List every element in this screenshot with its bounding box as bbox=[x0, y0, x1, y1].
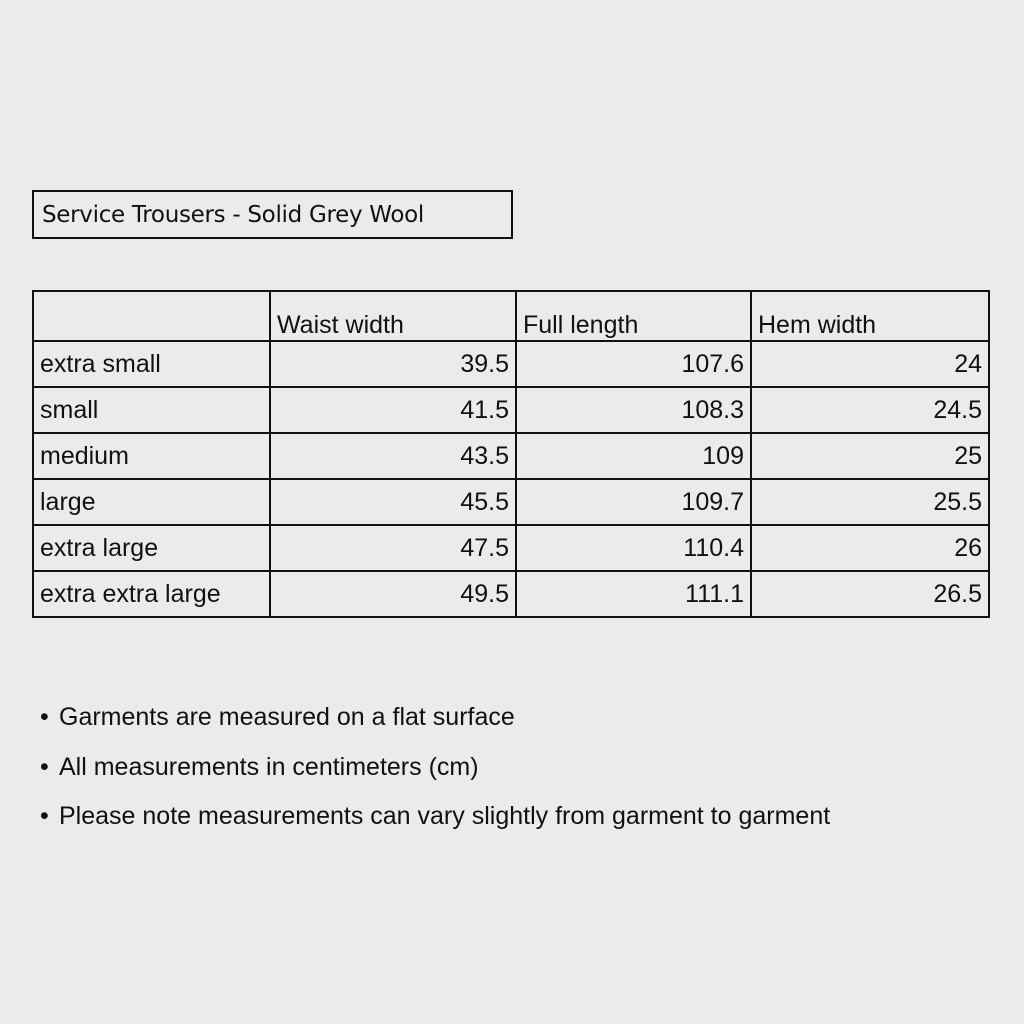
table-row bbox=[33, 571, 989, 617]
hem-value: 24 bbox=[751, 341, 989, 387]
waist-value: 45.5 bbox=[270, 479, 516, 525]
size-table bbox=[32, 290, 990, 618]
product-title: Service Trousers - Solid Grey Wool bbox=[32, 190, 513, 239]
table-row bbox=[33, 525, 989, 571]
length-value: 109.7 bbox=[516, 479, 751, 525]
size-label: medium bbox=[33, 433, 270, 479]
table-row bbox=[33, 387, 989, 433]
size-label: extra extra large bbox=[33, 571, 270, 617]
length-value: 111.1 bbox=[516, 571, 751, 617]
waist-value: 47.5 bbox=[270, 525, 516, 571]
table-row bbox=[33, 433, 989, 479]
waist-value: 41.5 bbox=[270, 387, 516, 433]
list-item bbox=[40, 747, 830, 797]
list-item bbox=[40, 796, 830, 846]
bullet-icon: • bbox=[40, 703, 49, 731]
table-row bbox=[33, 479, 989, 525]
bullet-icon: • bbox=[40, 752, 49, 781]
header-hem-width: Hem width bbox=[751, 291, 989, 341]
table-header-row bbox=[33, 291, 989, 341]
measurement-notes bbox=[40, 697, 830, 846]
hem-value: 25.5 bbox=[751, 479, 989, 525]
hem-value: 26 bbox=[751, 525, 989, 571]
waist-value: 43.5 bbox=[270, 433, 516, 479]
note-text: Garments are measured on a flat surface bbox=[59, 703, 515, 731]
waist-value: 49.5 bbox=[270, 571, 516, 617]
length-value: 110.4 bbox=[516, 525, 751, 571]
size-label: large bbox=[33, 479, 270, 525]
length-value: 109 bbox=[516, 433, 751, 479]
size-label: extra large bbox=[33, 525, 270, 571]
length-value: 107.6 bbox=[516, 341, 751, 387]
bullet-icon: • bbox=[40, 802, 49, 830]
length-value: 108.3 bbox=[516, 387, 751, 433]
hem-value: 24.5 bbox=[751, 387, 989, 433]
note-text: All measurements in centimeters (cm) bbox=[59, 752, 479, 781]
table-row bbox=[33, 341, 989, 387]
waist-value: 39.5 bbox=[270, 341, 516, 387]
header-full-length: Full length bbox=[516, 291, 751, 341]
list-item bbox=[40, 697, 830, 747]
header-waist-width: Waist width bbox=[270, 291, 516, 341]
hem-value: 25 bbox=[751, 433, 989, 479]
hem-value: 26.5 bbox=[751, 571, 989, 617]
size-label: extra small bbox=[33, 341, 270, 387]
note-text: Please note measurements can vary slightly from garment to garment bbox=[59, 802, 831, 830]
header-size bbox=[33, 291, 270, 341]
size-label: small bbox=[33, 387, 270, 433]
